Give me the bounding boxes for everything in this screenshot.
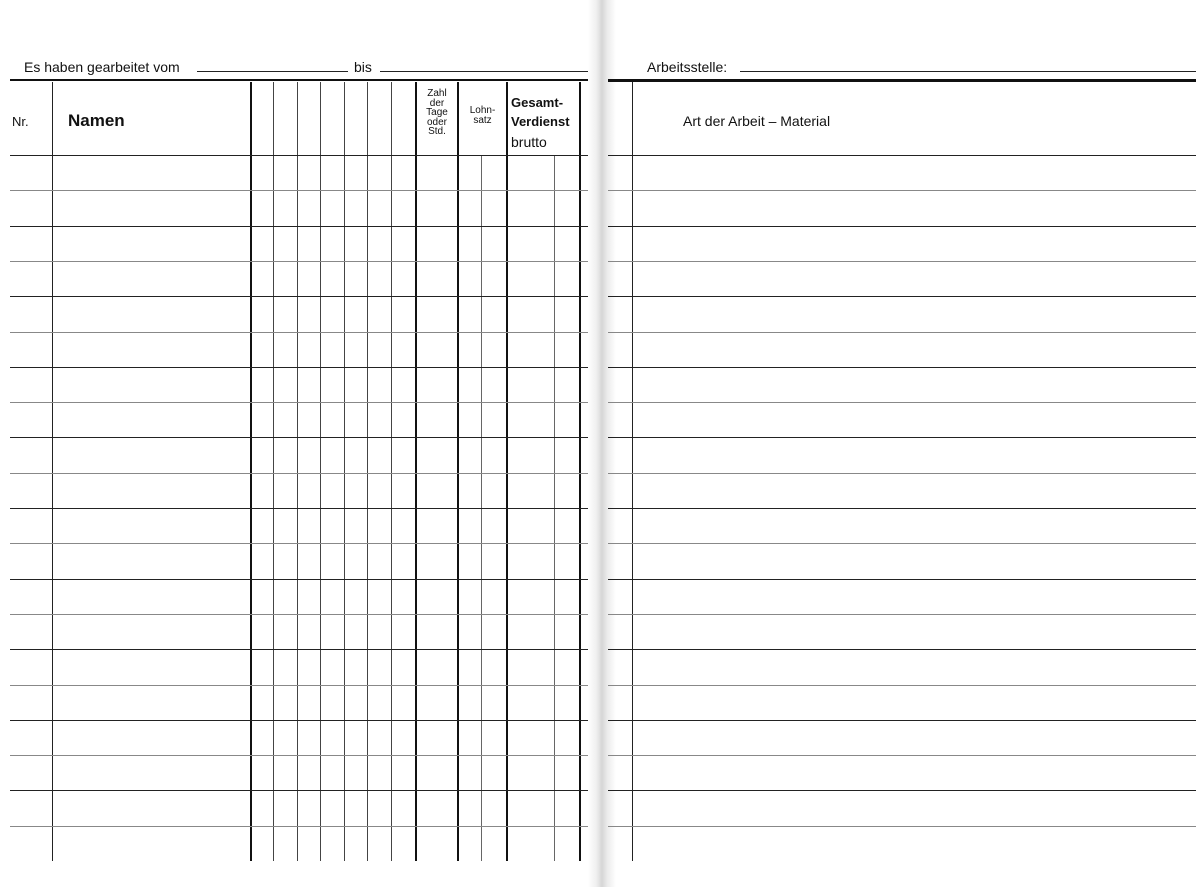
column-divider	[367, 82, 368, 861]
table-row-divider	[10, 437, 588, 438]
header-divider-left	[10, 155, 588, 156]
table-row-divider	[10, 226, 588, 227]
total-earnings-heading-line2: Verdienst	[511, 114, 570, 129]
workplace-label: Arbeitsstelle:	[647, 59, 728, 75]
work-type-material-heading: Art der Arbeit – Material	[683, 113, 831, 129]
column-divider	[632, 82, 633, 861]
column-divider	[297, 82, 298, 861]
table-row-divider	[10, 790, 588, 791]
table-row-divider	[10, 685, 588, 686]
table-row-divider	[608, 226, 1196, 227]
table-row-divider	[10, 508, 588, 509]
total-earnings-heading-line3: brutto	[511, 134, 547, 150]
table-row-divider	[10, 190, 588, 191]
column-divider	[457, 82, 459, 861]
table-row-divider	[608, 190, 1196, 191]
until-label: bis	[354, 59, 372, 75]
names-column-heading: Namen	[68, 111, 125, 130]
table-row-divider	[10, 402, 588, 403]
days-hours-column-heading: Zahl der Tage oder Std.	[426, 88, 448, 137]
table-row-divider	[608, 473, 1196, 474]
column-divider	[250, 82, 252, 861]
table-row-divider	[608, 543, 1196, 544]
table-row-divider	[608, 685, 1196, 686]
table-row-divider	[10, 473, 588, 474]
table-row-divider	[608, 332, 1196, 333]
table-row-divider	[10, 826, 588, 827]
worked-from-label: Es haben gearbeitet vom	[24, 59, 180, 75]
table-row-divider	[10, 755, 588, 756]
table-row-divider	[608, 790, 1196, 791]
table-row-divider	[608, 614, 1196, 615]
table-row-divider	[608, 296, 1196, 297]
wage-rate-column-heading: Lohn- satz	[469, 105, 496, 126]
table-row-divider	[608, 402, 1196, 403]
column-divider	[52, 82, 53, 861]
column-divider	[391, 82, 392, 861]
table-row-divider	[608, 720, 1196, 721]
table-row-divider	[608, 649, 1196, 650]
table-row-divider	[10, 649, 588, 650]
column-divider	[415, 82, 417, 861]
column-divider	[344, 82, 345, 861]
column-divider	[506, 82, 508, 861]
column-divider	[320, 82, 321, 861]
table-row-divider	[608, 367, 1196, 368]
table-row-divider	[608, 579, 1196, 580]
column-divider	[579, 82, 581, 861]
nr-column-heading: Nr.	[12, 114, 29, 129]
column-divider	[273, 82, 274, 861]
table-row-divider	[10, 332, 588, 333]
total-earnings-heading-line1: Gesamt-	[511, 95, 564, 110]
table-row-divider	[10, 296, 588, 297]
table-row-divider	[608, 261, 1196, 262]
table-row-divider	[10, 579, 588, 580]
table-row-divider	[10, 261, 588, 262]
table-row-divider	[10, 543, 588, 544]
table-row-divider	[10, 367, 588, 368]
table-row-divider	[608, 437, 1196, 438]
table-row-divider	[10, 614, 588, 615]
table-row-divider	[10, 720, 588, 721]
header-divider-right	[608, 155, 1196, 156]
table-row-divider	[608, 755, 1196, 756]
table-row-divider	[608, 508, 1196, 509]
table-row-divider	[608, 826, 1196, 827]
